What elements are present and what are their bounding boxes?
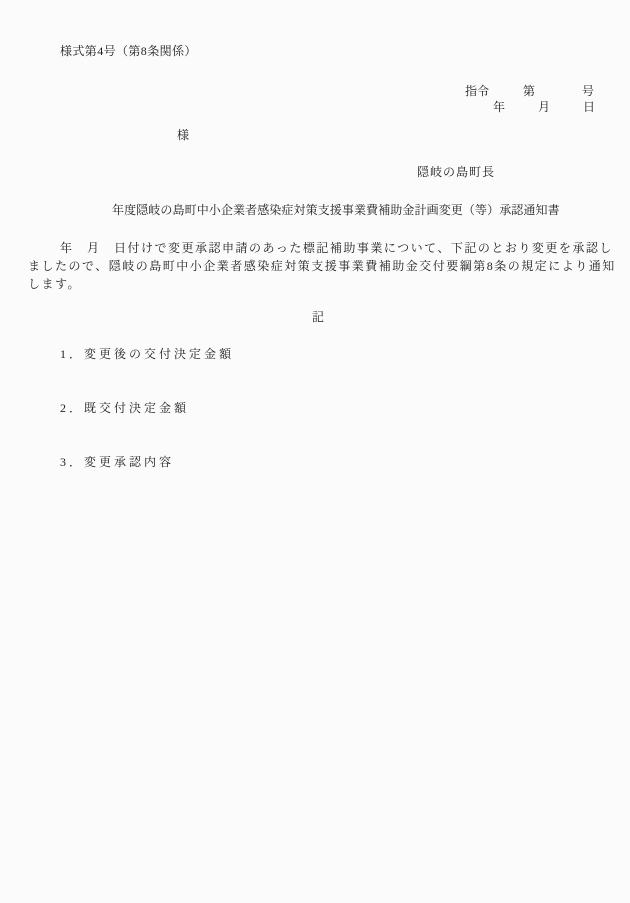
issue-date-line: [0, 100, 630, 115]
body-paragraph-line-3: します。: [28, 277, 82, 291]
body-paragraph-line-1: 年 月 日付けで変更承認申請のあった標記補助事業について、下記のとおり変更を承認し: [60, 241, 613, 255]
addressee-honorific: 様: [177, 128, 190, 142]
body-paragraph-line-2: ましたので、隠岐の島町中小企業者感染症対策支援事業費補助金交付要綱第8条の規定により通知: [28, 259, 616, 273]
date-day-label: 日: [583, 100, 596, 114]
list-item: 2．既交付決定金額: [60, 401, 190, 415]
directive-label: 指令: [465, 84, 490, 98]
date-month-label: 月: [538, 100, 551, 114]
document-title: 年度隠岐の島町中小企業者感染症対策支援事業費補助金計画変更（等）承認通知書: [112, 203, 560, 217]
form-number: 様式第4号（第8条関係）: [60, 44, 197, 58]
date-year-label: 年: [493, 100, 506, 114]
list-item: 1．変更後の交付決定金額: [60, 347, 235, 361]
directive-number-prefix: 第: [523, 84, 536, 98]
ki-marker: 記: [312, 310, 325, 324]
issuer-title: 隠岐の島町長: [417, 165, 496, 179]
directive-number-suffix: 号: [582, 84, 595, 98]
list-item: 3．変更承認内容: [60, 455, 175, 469]
directive-number-line: [0, 84, 630, 99]
